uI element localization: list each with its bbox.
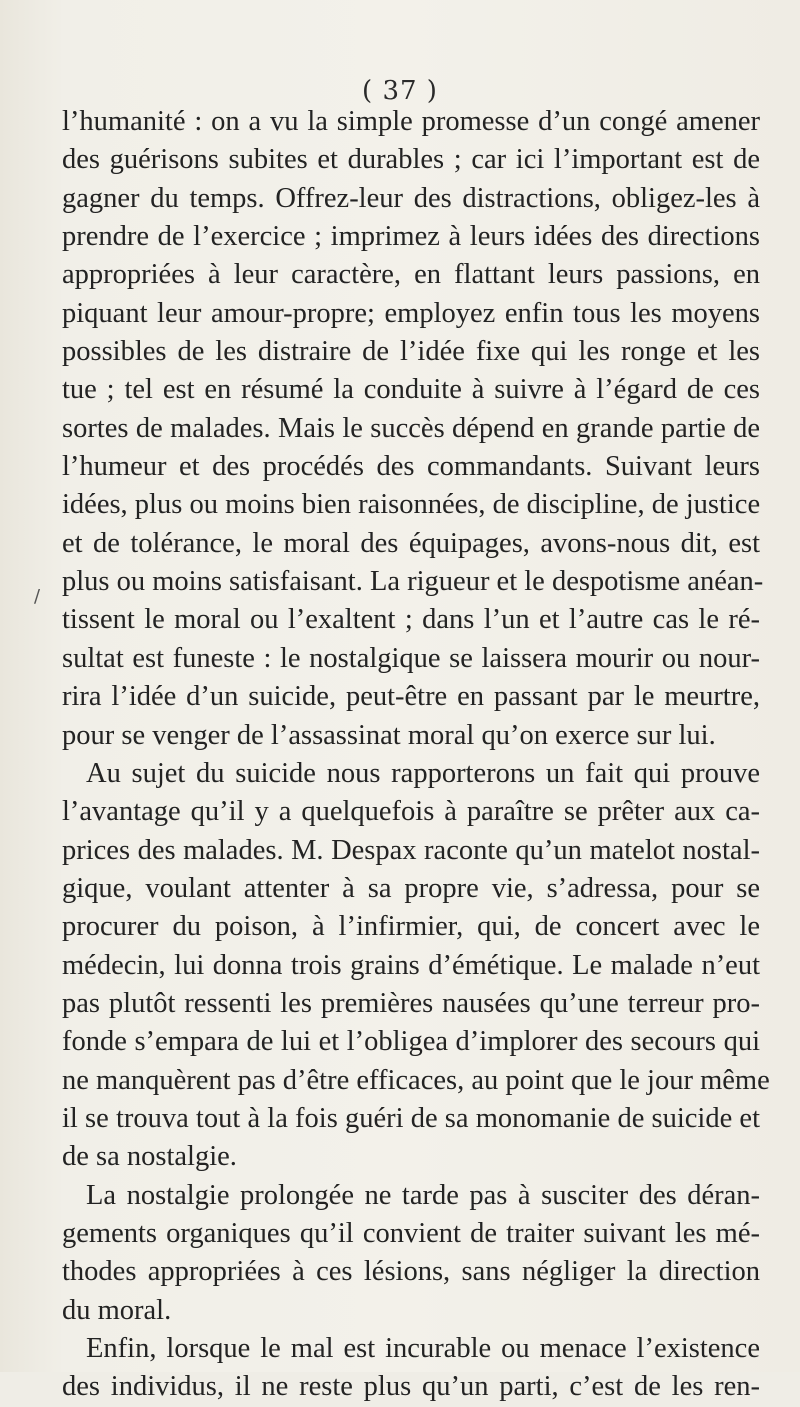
text-line: tissent le moral ou l’exaltent ; dans l’un et l’autre cas le ré- [62, 604, 760, 636]
text-line: et de tolérance, le moral des équipages, avons-nous dit, est [62, 527, 760, 559]
text-line: pour se venger de l’assassinat moral qu’on exerce sur lui. [62, 719, 716, 751]
text-line: plus ou moins satisfaisant. La rigueur et le despotisme anéan- [62, 566, 764, 598]
text-line: il se trouva tout à la fois guéri de sa monomanie de suicide et [62, 1102, 760, 1134]
text-line: l’humanité : on a vu la simple promesse d’un congé amener [62, 106, 760, 137]
text-line: sortes de malades. Mais le succès dépend en grande partie de [62, 412, 760, 444]
text-line: des individus, il ne reste plus qu’un parti, c’est de les ren- [62, 1371, 760, 1403]
text-line: rira l’idée d’un suicide, peut-être en passant par le meurtre, [62, 681, 760, 713]
text-line: médecin, lui donna trois grains d’émétique. Le malade n’eut [62, 949, 760, 981]
text-line: prices des malades. M. Despax raconte qu’un matelot nostal- [62, 834, 760, 866]
text-line: gagner du temps. Offrez-leur des distractions, obligez-les à [62, 182, 760, 214]
text-line: fonde s’empara de lui et l’obligea d’implorer des secours qui [62, 1026, 760, 1058]
text-line: piquant leur amour-propre; employez enfin tous les moyens [62, 297, 760, 329]
text-line: gements organiques qu’il convient de traiter suivant les mé- [62, 1217, 760, 1249]
text-line: idées, plus ou moins bien raisonnées, de discipline, de justice [62, 489, 761, 521]
text-line: tue ; tel est en résumé la conduite à suivre à l’égard de ces [62, 374, 760, 406]
text-line: possibles de les distraire de l’idée fixe qui les ronge et les [62, 336, 760, 368]
text-line: l’avantage qu’il y a quelquefois à paraître se prêter aux ca- [62, 796, 760, 828]
body-text [62, 103, 770, 1407]
text-line: appropriées à leur caractère, en flattant leurs passions, en [62, 259, 760, 291]
page-number: ( 37 ) [362, 76, 438, 106]
text-line: Enfin, lorsque le mal est incurable ou menace l’existence [86, 1333, 760, 1364]
text-line: l’humeur et des procédés des commandants. Suivant leurs [62, 451, 760, 483]
text-line: du moral. [62, 1294, 172, 1326]
text-line: des guérisons subites et durables ; car ici l’important est de [62, 144, 760, 176]
margin-mark: / [34, 586, 41, 607]
text-line: gique, voulant attenter à sa propre vie, s’adressa, pour se [62, 872, 760, 904]
text-line: sultat est funeste : le nostalgique se laissera mourir ou nour- [62, 642, 760, 674]
text-line: de sa nostalgie. [62, 1141, 237, 1173]
text-line: La nostalgie prolongée ne tarde pas à susciter des déran- [86, 1179, 760, 1211]
text-line: prendre de l’exercice ; imprimez à leurs idées des directions [62, 221, 760, 253]
text-line: ne manquèrent pas d’être efficaces, au point que le jour même [62, 1064, 770, 1096]
text-line: thodes appropriées à ces lésions, sans négliger la direction [62, 1256, 760, 1288]
text-line: procurer du poison, à l’infirmier, qui, de concert avec le [62, 911, 760, 943]
text-line: Au sujet du suicide nous rapporterons un fait qui prouve [86, 757, 760, 789]
text-line: pas plutôt ressenti les premières nausées qu’une terreur pro- [62, 987, 760, 1019]
